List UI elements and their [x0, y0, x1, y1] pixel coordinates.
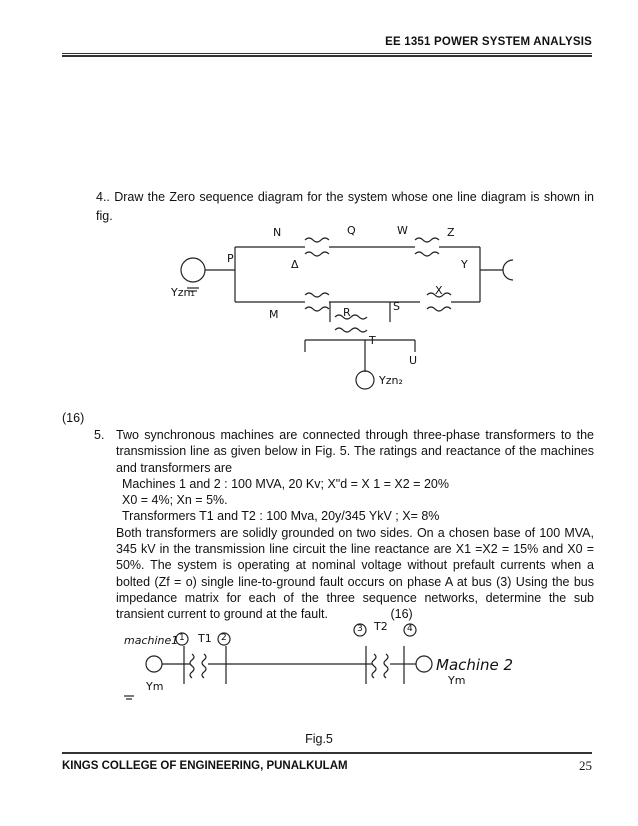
question-4-line [62, 188, 594, 226]
label-T: T [369, 334, 376, 347]
label-gen-bottom: Yzn₂ [379, 374, 403, 387]
label-N: N [273, 226, 282, 239]
figure-5-caption: Fig.5 [305, 732, 333, 746]
question-5-marks: (16) [390, 607, 413, 622]
question-4 [62, 188, 594, 226]
question-4-marks: (16) [62, 411, 85, 425]
question-5-intro: Two synchronous machines are connected through three-phase transformers to the transmission line as given below in Fig. 5. The ratings and reactance of the machines and transformers are [116, 428, 594, 475]
y-symbol: Y [461, 258, 468, 271]
label-M: M [269, 308, 279, 321]
machine-2-label: Machine 2 [436, 656, 514, 674]
question-5-x0: X0 = 4%; Xn = 5%. [122, 493, 228, 508]
question-5-body [116, 427, 594, 623]
question-5-rest [116, 525, 594, 623]
bus-2-label: 2 [221, 633, 227, 643]
label-W: W [397, 224, 408, 237]
question-4-text: Draw the Zero sequence diagram for the system whose one line diagram is shown in fig. [96, 190, 594, 223]
page-number: 25 [579, 758, 592, 773]
question-5-rest-text: Both transformers are solidly grounded on two sides. On a chosen base of 100 MVA, 345 kV in the transmission line circuit the line reactance are X1 =X2 = 15% and X0 = 50%. The system is operating at nominal voltage without prefault currents when a bolted (Zf = o) single line-to-ground fault occurs on phase A at bus (3) Using the bus impedance matrix for each of the three sequence networks, determine the sub transient current to ground at the fault. [116, 525, 594, 622]
question-5-machines: Machines 1 and 2 : 100 MVA, 20 Kv; X"d = X 1 = X2 = 20% [122, 476, 449, 491]
header-title: EE 1351 POWER SYSTEM ANALYSIS [385, 36, 592, 48]
question-4-number: 4.. [96, 190, 110, 204]
bus-4-label: 4 [407, 624, 413, 634]
question-5-transformers: Transformers T1 and T2 : 100 Mva, 20y/345 YkV ; X= 8% [122, 509, 440, 524]
footer-rule [62, 752, 592, 755]
label-S: S [393, 300, 400, 313]
label-X: X [435, 284, 443, 297]
delta-symbol: Δ [291, 258, 299, 271]
question-5 [94, 427, 594, 623]
label-R: R [343, 306, 351, 319]
ymach-2-label: Ym [448, 674, 466, 687]
label-Q: Q [347, 224, 356, 237]
label-Z: Z [447, 226, 455, 239]
t1-label: T1 [198, 632, 212, 645]
ymach-1-label: Ym [146, 680, 164, 693]
question-5-number: 5. [94, 428, 105, 442]
machine-1-label: machine1 [124, 634, 179, 647]
figure-4-labels [165, 222, 535, 397]
t2-label: T2 [374, 620, 388, 633]
label-U: U [409, 354, 418, 367]
footer-college: KINGS COLLEGE OF ENGINEERING, PUNALKULAM [62, 760, 348, 772]
bus-1-label: 1 [179, 633, 185, 643]
header-rule [62, 53, 592, 57]
figure-5-labels [118, 618, 578, 728]
bus-3-label: 3 [357, 624, 363, 634]
label-gen-left: Yzn₁ [171, 286, 195, 299]
label-P: P [227, 252, 234, 265]
